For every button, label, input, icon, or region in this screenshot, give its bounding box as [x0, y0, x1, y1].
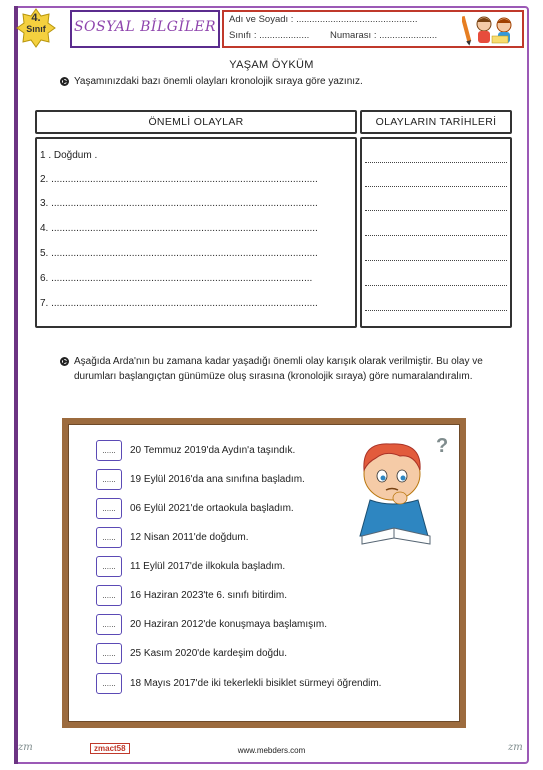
order-box[interactable]: ...... — [96, 673, 122, 694]
left-logo: zm — [18, 742, 33, 753]
page-frame-accent — [14, 6, 18, 764]
bullet-icon — [60, 357, 69, 366]
date-line[interactable] — [365, 210, 507, 211]
event-row[interactable]: 7. ................................................................................................ — [40, 298, 318, 309]
thinking-boy-illustration — [340, 432, 455, 552]
order-box[interactable]: ...... — [96, 527, 122, 548]
children-illustration — [462, 12, 520, 46]
section2-instruction-row — [60, 354, 510, 384]
events-header: ÖNEMLİ OLAYLAR — [148, 116, 244, 128]
order-box[interactable]: ...... — [96, 614, 122, 635]
section-title: YAŞAM ÖYKÜM — [229, 59, 314, 71]
event-item: 11 Eylül 2017'de ilkokula başladım. — [130, 561, 286, 572]
date-line[interactable] — [365, 260, 507, 261]
event-row[interactable]: 2. ................................................................................................ — [40, 174, 318, 185]
date-line[interactable] — [365, 285, 507, 286]
section2-instruction: Aşağıda Arda'nın bu zamana kadar yaşadığı önemli olay karışık olarak verilmiştir. Bu olay ve durumları başlangıçtan günümüze oluş sırasına (kronolojik sıraya) göre numaralandıralım. — [74, 356, 483, 382]
event-row[interactable]: 3. ................................................................................................ — [40, 198, 318, 209]
number-field[interactable]: Numarası : ...................... — [330, 30, 438, 41]
website-link[interactable]: www.mebders.com — [237, 746, 306, 755]
event-item: 12 Nisan 2011'de doğdum. — [130, 532, 249, 543]
event-row[interactable]: 6. .............................................................................................. — [40, 273, 313, 284]
event-item: 16 Haziran 2023'te 6. sınıfı bitirdim. — [130, 590, 287, 601]
order-box[interactable]: ...... — [96, 643, 122, 664]
event-item: 06 Eylül 2021'de ortaokula başladım. — [130, 503, 294, 514]
grade-number: 4. — [31, 12, 41, 24]
date-line[interactable] — [365, 186, 507, 187]
order-box[interactable]: ...... — [96, 585, 122, 606]
order-box[interactable]: ...... — [96, 440, 122, 461]
date-line[interactable] — [365, 162, 507, 163]
section1-instruction-row — [60, 76, 500, 87]
event-item: 20 Haziran 2012'de konuşmaya başlamışım. — [130, 619, 328, 630]
worksheet-code: zmact58 — [90, 743, 130, 754]
subject-title: SOSYAL BİLGİLER — [73, 19, 217, 35]
bullet-icon — [60, 77, 69, 86]
dates-column — [360, 137, 512, 328]
order-box[interactable]: ...... — [96, 498, 122, 519]
grade-badge-text — [16, 13, 56, 35]
section1-instruction: Yaşamınızdaki bazı önemli olayları kronolojik sıraya göre yazınız. — [74, 76, 363, 87]
event-item: 25 Kasım 2020'de kardeşim doğdu. — [130, 648, 288, 659]
event-item: 18 Mayıs 2017'de iki tekerlekli bisiklet sürmeyi öğrendim. — [130, 678, 382, 689]
date-line[interactable] — [365, 235, 507, 236]
dates-header: OLAYLARIN TARİHLERİ — [375, 116, 497, 128]
question-mark-icon: ? — [436, 435, 449, 457]
grade-label: Sınıf — [26, 24, 46, 34]
order-box[interactable]: ...... — [96, 469, 122, 490]
order-box[interactable]: ...... — [96, 556, 122, 577]
right-logo: zm — [508, 742, 523, 753]
event-row[interactable]: 1 . Doğdum . — [40, 150, 98, 161]
event-item: 19 Eylül 2016'da ana sınıfına başladım. — [130, 474, 305, 485]
class-field[interactable]: Sınıfı : ................... — [229, 30, 310, 41]
event-item: 20 Temmuz 2019'da Aydın'a taşındık. — [130, 445, 296, 456]
date-line[interactable] — [365, 310, 507, 311]
event-row[interactable]: 4. ................................................................................................ — [40, 223, 318, 234]
event-row[interactable]: 5. ................................................................................................ — [40, 248, 318, 259]
name-field[interactable]: Adı ve Soyadı : .............................................. — [229, 14, 418, 25]
